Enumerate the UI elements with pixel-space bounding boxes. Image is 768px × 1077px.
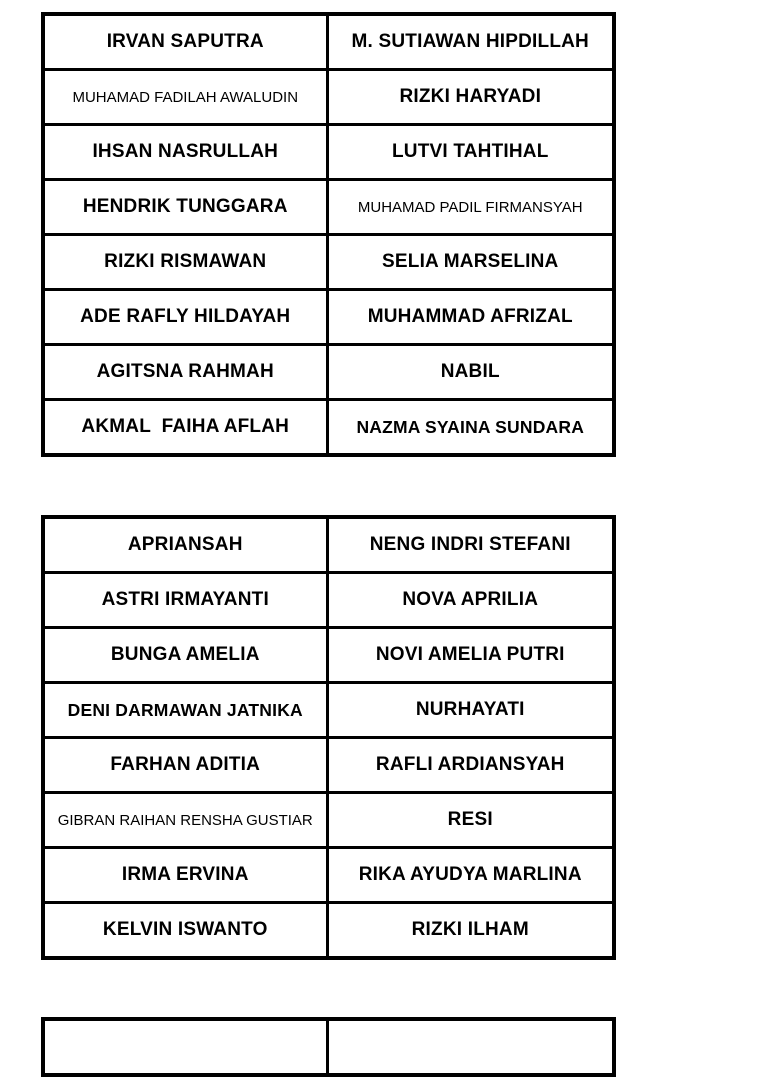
table-cell: IRVAN SAPUTRA [43, 14, 327, 70]
table-cell: HENDRIK TUNGGARA [43, 180, 327, 235]
table-cell: DENI DARMAWAN JATNIKA [43, 683, 327, 738]
table-row [43, 1019, 614, 1075]
table-row [43, 683, 614, 738]
table-cell: BUNGA AMELIA [43, 628, 327, 683]
table-row [43, 628, 614, 683]
table-cell: MUHAMAD PADIL FIRMANSYAH [327, 180, 614, 235]
table-cell: SELIA MARSELINA [327, 235, 614, 290]
table-cell: RIZKI RISMAWAN [43, 235, 327, 290]
table-cell: GIBRAN RAIHAN RENSHA GUSTIAR [43, 793, 327, 848]
table-cell: IRMA ERVINA [43, 848, 327, 903]
table-row [43, 70, 614, 125]
table-cell [43, 1019, 327, 1075]
table-cell: LUTVI TAHTIHAL [327, 125, 614, 180]
name-table-1 [41, 12, 616, 457]
table-cell: FARHAN ADITIA [43, 738, 327, 793]
table-cell: NABIL [327, 345, 614, 400]
table-cell: APRIANSAH [43, 517, 327, 573]
table-cell: RAFLI ARDIANSYAH [327, 738, 614, 793]
table-row [43, 573, 614, 628]
table-cell: RIKA AYUDYA MARLINA [327, 848, 614, 903]
table-cell: NOVA APRILIA [327, 573, 614, 628]
name-table-3-partial [41, 1017, 616, 1077]
table-row [43, 14, 614, 70]
table-cell: ADE RAFLY HILDAYAH [43, 290, 327, 345]
table-row [43, 290, 614, 345]
table-row [43, 400, 614, 456]
table-row [43, 345, 614, 400]
table-cell: AKMAL FAIHA AFLAH [43, 400, 327, 456]
table-row [43, 125, 614, 180]
table-cell: RIZKI ILHAM [327, 903, 614, 959]
table-cell: NOVI AMELIA PUTRI [327, 628, 614, 683]
table-cell: NURHAYATI [327, 683, 614, 738]
table-cell: KELVIN ISWANTO [43, 903, 327, 959]
table-row [43, 738, 614, 793]
table-row [43, 180, 614, 235]
table-cell: M. SUTIAWAN HIPDILLAH [327, 14, 614, 70]
table-row [43, 517, 614, 573]
table-row [43, 848, 614, 903]
table-cell [327, 1019, 614, 1075]
table-cell: ASTRI IRMAYANTI [43, 573, 327, 628]
table-cell: RESI [327, 793, 614, 848]
table-cell: MUHAMAD FADILAH AWALUDIN [43, 70, 327, 125]
table-row [43, 235, 614, 290]
table-cell: MUHAMMAD AFRIZAL [327, 290, 614, 345]
table-cell: IHSAN NASRULLAH [43, 125, 327, 180]
table-cell: NAZMA SYAINA SUNDARA [327, 400, 614, 456]
table-cell: AGITSNA RAHMAH [43, 345, 327, 400]
table-row [43, 793, 614, 848]
table-row [43, 903, 614, 959]
name-table-2 [41, 515, 616, 960]
table-cell: RIZKI HARYADI [327, 70, 614, 125]
table-cell: NENG INDRI STEFANI [327, 517, 614, 573]
